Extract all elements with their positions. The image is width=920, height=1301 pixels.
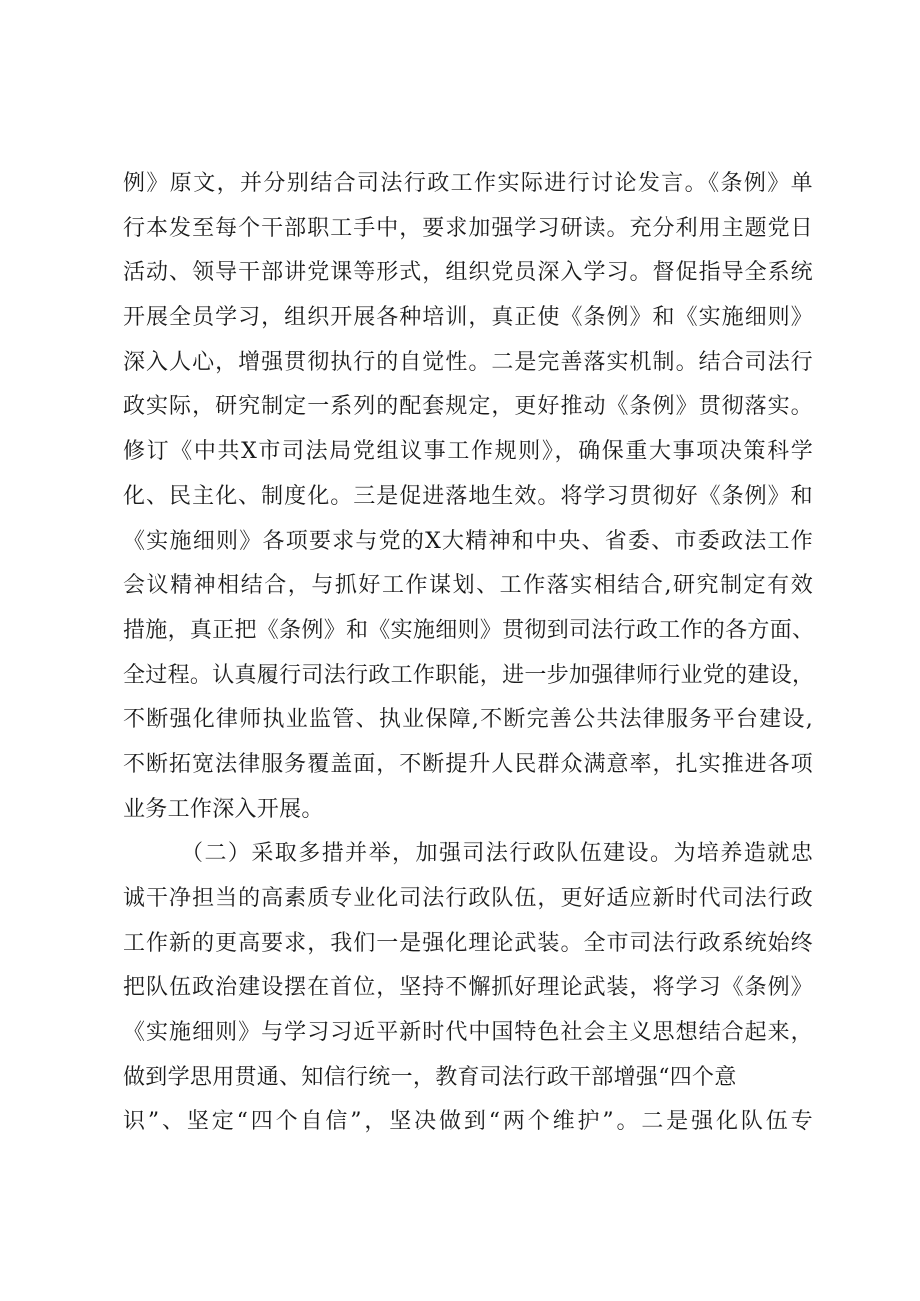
text-line: 把队伍政治建设摆在首位，坚持不懈抓好理论武装，将学习《条例》	[123, 975, 813, 1001]
text-line: 例》原文，并分别结合司法行政工作实际进行讨论发言。《条例》单	[123, 171, 813, 196]
text-line: 措施，真正把《条例》和《实施细则》贯彻到司法行政工作的各方面、	[123, 617, 815, 643]
text-line: 全过程。认真履行司法行政工作职能，进一步加强律师行业党的建设，	[123, 662, 815, 688]
text-line: 行本发至每个干部职工手中，要求加强学习研读。充分利用主题党日	[123, 215, 813, 241]
text-line: 政实际，研究制定一系列的配套规定，更好推动《条例》贯彻落实。	[123, 394, 813, 420]
text-line: 修订《中共X市司法局党组议事工作规则》，确保重大事项决策科学	[123, 439, 813, 465]
text-line: 做到学思用贯通、知信行统一，教育司法行政干部增强“四个意	[123, 1064, 737, 1090]
text-line: 业务工作深入开展。	[123, 796, 324, 822]
text-line: 活动、领导干部讲党课等形式，组织党员深入学习。督促指导全系统	[123, 260, 813, 286]
text-line: 会议精神相结合，与抓好工作谋划、工作落实相结合,研究制定有效	[123, 573, 813, 599]
text-line: 识”、坚定“四个自信”，坚决做到“两个维护”。二是强化队伍专	[123, 1109, 813, 1135]
text-line: 不断强化律师执业监管、执业保障,不断完善公共法律服务平台建设,	[123, 707, 813, 733]
text-line: 《实施细则》与学习习近平新时代中国特色社会主义思想结合起来，	[123, 1020, 813, 1046]
document-body	[123, 162, 813, 1145]
text-line: 不断拓宽法律服务覆盖面，不断提升人民群众满意率，扎实推进各项	[123, 751, 813, 777]
text-line: 诚干净担当的高素质专业化司法行政队伍，更好适应新时代司法行政	[123, 886, 813, 911]
text-line: 深入人心，增强贯彻执行的自觉性。二是完善落实机制。结合司法行	[123, 349, 813, 375]
text-line: 工作新的更高要求，我们一是强化理论武装。全市司法行政系统始终	[123, 930, 813, 956]
text-line: （二）采取多措并举，加强司法行政队伍建设。为培养造就忠	[181, 841, 813, 867]
text-line: 化、民主化、制度化。三是促进落地生效。将学习贯彻好《条例》和	[123, 483, 813, 509]
paragraph-2	[123, 832, 813, 1145]
text-line: 开展全员学习，组织开展各种培训，真正使《条例》和《实施细则》	[123, 305, 813, 331]
text-line: 《实施细则》各项要求与党的X大精神和中央、省委、市委政法工作	[123, 528, 813, 554]
paragraph-1	[123, 162, 813, 832]
